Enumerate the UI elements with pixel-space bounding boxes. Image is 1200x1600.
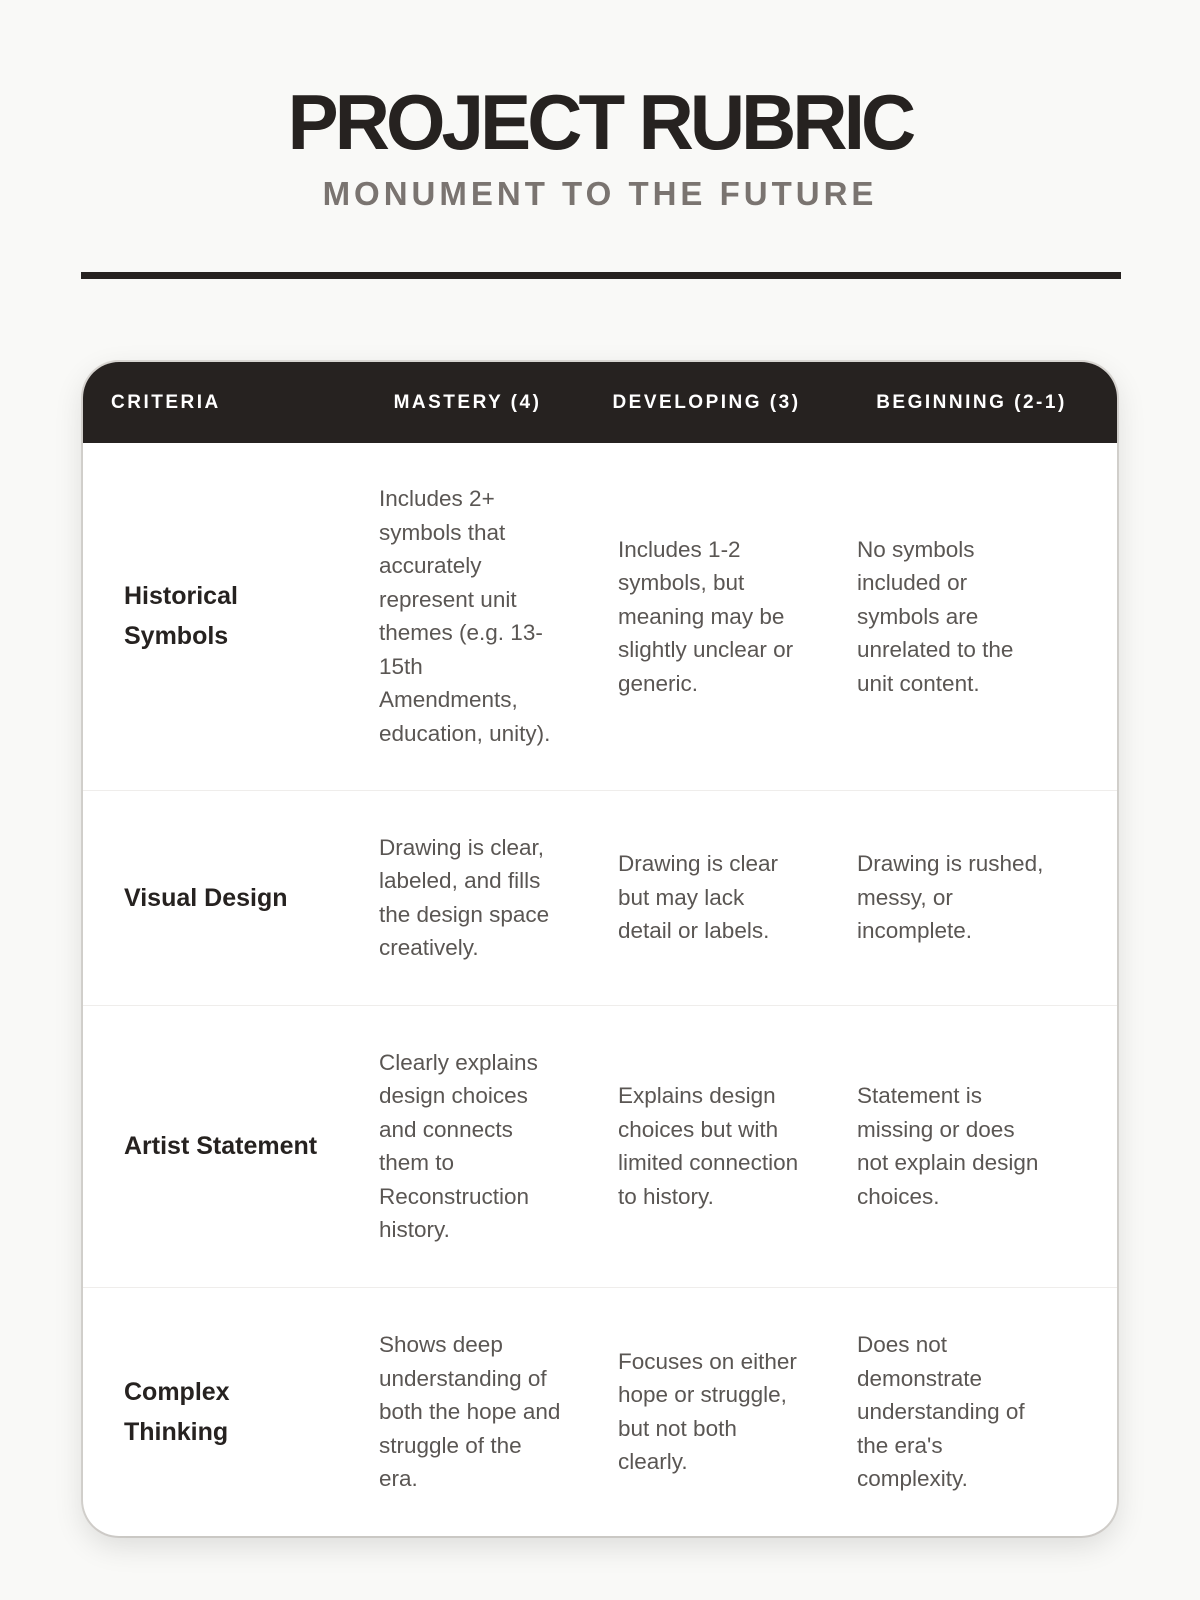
page-header bbox=[0, 0, 1200, 214]
mastery-description: Clearly explains design choices and connects them to Reconstruction history. bbox=[379, 1049, 538, 1242]
beginning-description: No symbols included or symbols are unrelated to the unit content. bbox=[857, 536, 1014, 696]
criteria-name: Artist Statement bbox=[124, 1132, 318, 1160]
page-title: PROJECT RUBRIC bbox=[287, 78, 913, 166]
table-row bbox=[83, 790, 1117, 1005]
rubric-table bbox=[83, 362, 1117, 1536]
beginning-description: Drawing is rushed, messy, or incomplete. bbox=[857, 851, 1044, 944]
table-row bbox=[83, 1005, 1117, 1287]
beginning-description: Statement is missing or does not explain design choices. bbox=[857, 1083, 1039, 1209]
table-row bbox=[83, 443, 1117, 790]
criteria-name: Complex Thinking bbox=[124, 1377, 230, 1446]
table-header-row bbox=[83, 362, 1117, 443]
table-row bbox=[83, 1287, 1117, 1536]
beginning-description: Does not demonstrate understanding of the era's complexity. bbox=[857, 1332, 1025, 1491]
criteria-name: Historical Symbols bbox=[124, 582, 238, 651]
column-header-beginning: BEGINNING (2-1) bbox=[876, 391, 1067, 413]
developing-description: Includes 1-2 symbols, but meaning may be slightly unclear or generic. bbox=[618, 536, 794, 696]
rubric-card bbox=[83, 362, 1117, 1536]
criteria-name: Visual Design bbox=[124, 883, 288, 912]
mastery-description: Shows deep understanding of both the hope and struggle of the era. bbox=[379, 1332, 561, 1491]
mastery-description: Drawing is clear, labeled, and fills the design space creatively. bbox=[379, 834, 550, 960]
column-header-developing: DEVELOPING (3) bbox=[612, 391, 801, 413]
mastery-description: Includes 2+ symbols that accurately represent unit themes (e.g. 13-15th Amendments, education, unity). bbox=[379, 486, 551, 746]
page-subtitle: MONUMENT TO THE FUTURE bbox=[322, 175, 878, 212]
developing-description: Explains design choices but with limited connection to history. bbox=[618, 1083, 799, 1209]
column-header-criteria: CRITERIA bbox=[111, 391, 221, 413]
column-header-mastery: MASTERY (4) bbox=[393, 391, 542, 413]
header-divider bbox=[81, 272, 1121, 279]
developing-description: Focuses on either hope or struggle, but not both clearly. bbox=[618, 1348, 797, 1475]
developing-description: Drawing is clear but may lack detail or labels. bbox=[618, 851, 779, 944]
